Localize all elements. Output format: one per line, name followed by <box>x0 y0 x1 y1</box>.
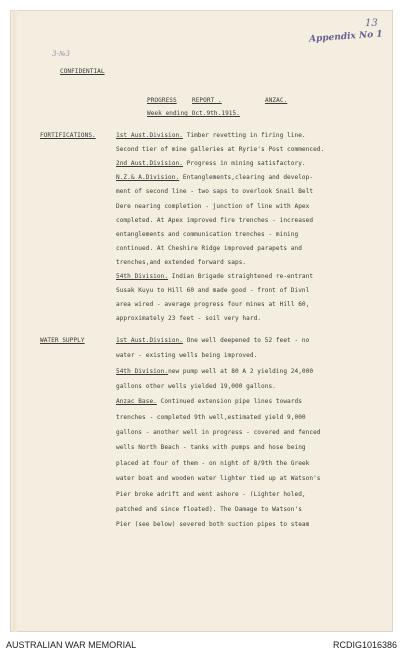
line-text: placed at four of them - on night of 8/9th the Greek <box>116 459 310 467</box>
unit-name: 54th Division. <box>116 367 169 375</box>
text-line <box>116 229 298 241</box>
line-text: water - existing wells being improved. <box>116 352 258 360</box>
week-ending-line: Week ending Oct.9th.1915. <box>147 110 240 117</box>
line-text: wells North Beach - tanks with pumps and hose being <box>116 444 306 452</box>
text-line <box>116 335 309 347</box>
line-text: Pier broke adrift and went ashore - (Lighter holed, <box>116 490 306 498</box>
text-line <box>116 519 309 531</box>
unit-name: Anzac Base. <box>116 398 157 406</box>
text-line <box>116 504 302 516</box>
text-line <box>116 458 309 470</box>
text-line <box>116 427 321 439</box>
text-line <box>116 243 302 255</box>
archive-footer <box>0 636 403 654</box>
line-text: entanglements and communication trenches - mining <box>116 230 299 238</box>
title-part-3: ANZAC. <box>265 97 288 104</box>
text-line <box>116 271 313 283</box>
classification-label: CONFIDENTIAL <box>60 68 105 75</box>
text-line <box>116 381 276 393</box>
line-text: Entanglements,clearing and develop- <box>179 174 314 182</box>
line-text: gallons other wells yielded 19,000 gallons. <box>116 383 276 391</box>
text-line <box>116 350 257 362</box>
unit-name: 54th Division. <box>116 273 169 280</box>
text-line <box>116 144 324 156</box>
text-line <box>116 396 302 408</box>
line-text: trenches - completed 9th well,estimated yield 9,000 <box>116 413 306 421</box>
title-part-2: REPORT . <box>192 97 222 104</box>
footer-institution: AUSTRALIAN WAR MEMORIAL <box>6 640 137 650</box>
text-line <box>116 158 306 170</box>
unit-name: 1st Aust.Division. <box>116 337 183 344</box>
line-text: Second tier of mine galleries at Ryrie's Post commenced. <box>116 146 325 154</box>
line-text: completed. At Apex improved fire trenches - increased <box>116 216 314 224</box>
text-line <box>116 442 306 454</box>
text-line <box>116 473 321 485</box>
line-text: Pier (see below) severed both suction pipes to steam <box>116 521 310 529</box>
line-text: continued. At Cheshire Ridge improved parapets and <box>116 244 302 252</box>
handwritten-page-number: 13 <box>365 18 378 29</box>
fortifications-heading: FORTIFICATIONS. <box>40 132 96 139</box>
text-line <box>116 285 309 297</box>
line-text: Continued extension pipe lines towards <box>156 398 302 406</box>
handwritten-margin-mark: 3-№3 <box>52 50 70 58</box>
line-text: Indian Brigade straightened re-entrant <box>168 273 314 280</box>
footer-record-id: RCDIG1016386 <box>332 640 397 650</box>
line-text: gallons - another well in progress - covered and fenced <box>116 429 321 437</box>
text-line <box>116 299 309 311</box>
text-line <box>116 313 261 325</box>
water-supply-heading: WATER SUPPLY <box>40 337 85 344</box>
line-text: water boat and wooden water lighter tied up at Watson's <box>116 475 321 483</box>
line-text: Susak Kuyu to Hill 60 and made good - front of Divnl <box>116 287 310 295</box>
line-text: area wired - average progress four mines at Hill 60, <box>116 301 310 309</box>
line-text: new pump well at 80 A 2 yielding 24,000 <box>168 367 314 375</box>
unit-name: 1st Aust.Division. <box>116 132 183 139</box>
text-line <box>116 366 313 378</box>
unit-name: N.Z.& A.Division. <box>116 174 180 182</box>
handwritten-appendix-note: Appendix No 1 <box>308 29 383 45</box>
line-text: One well deepened to 52 feet - no <box>182 337 310 344</box>
text-line <box>116 201 309 213</box>
line-text: ment of second line - two saps to overlook Snail Belt <box>116 188 314 196</box>
line-text: Timber revetting in firing line. <box>182 132 306 139</box>
text-line <box>116 489 306 501</box>
text-line <box>116 257 246 269</box>
title-part-1: PROGRESS <box>147 97 177 104</box>
text-line <box>116 412 306 424</box>
line-text: Dere nearing completion - junction of line with Apex <box>116 202 310 210</box>
text-line <box>116 172 313 184</box>
unit-name: 2nd Aust.Division. <box>116 160 183 168</box>
line-text: trenches,and extended forward saps. <box>116 258 247 266</box>
line-text: Progress in mining satisfactory. <box>182 160 306 168</box>
line-text: approximately 23 feet - soil very hard. <box>116 315 262 323</box>
text-line <box>116 186 313 198</box>
text-line <box>116 215 313 227</box>
text-line <box>116 130 306 142</box>
line-text: patched and since floated). The Damage to Watson's <box>116 505 302 513</box>
